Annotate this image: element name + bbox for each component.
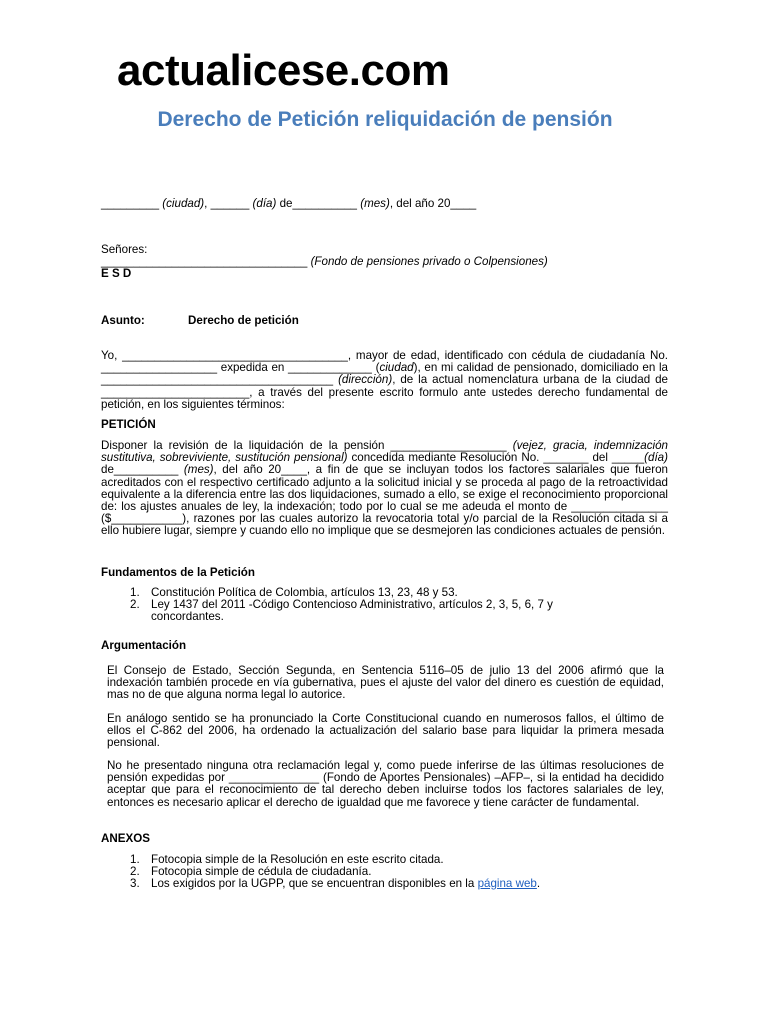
anexos-num-1: 1. [130, 853, 140, 866]
argumentacion-paragraph-2: En análogo sentido se ha pronunciado la Corte Constitucional cuando en numerosos fallos, el último de ellos el C-862 del 2006, ha ordenado la actualización del salario base para liquidar la primera mesada pensional. [107, 712, 664, 750]
argumentacion-heading: Argumentación [101, 639, 187, 652]
senores-label: Señores: [101, 243, 148, 256]
date-city: (ciudad) [162, 197, 205, 210]
document-title: Derecho de Petición reliquidación de pensión [157, 108, 613, 131]
date-de: de__________ [276, 197, 361, 210]
date-blank: _________ [101, 197, 160, 210]
intro-text-3: , de la actual nomenclatura urbana de la ciudad de _______________________, a través del presente escrito formulo ante ustedes derecho fundamental de petición, en los siguientes términos: [101, 373, 668, 411]
addressee-fund: (Fondo de pensiones privado o Colpensiones) [307, 255, 548, 268]
date-line [101, 198, 661, 210]
fundamentos-heading: Fundamentos de la Petición [101, 566, 255, 579]
anexos-item-3-text: Los exigidos por la UGPP, que se encuentran disponibles en la [151, 877, 478, 890]
fundamentos-num-2: 2. [130, 598, 140, 611]
date-comma: , ______ [204, 197, 250, 210]
peticion-text-4: , del año 20____, a fin de que se incluyan todos los factores salariales que fueron acreditados con el respectivo certificado adjunto a la solicitud inicial y se proceda al pago de la retroactividad equivalente a la diferencia entre las dos liquidaciones, sumado a ello, se exige el reconocimiento proporcional de: los ajustes anuales de ley, la indexación; todo por lo cual se me adeuda el monto de _______________ ($___________), razones por las cuales autorizo la revocatoria total y/o parcial de la Resolución citada si a ello hubiere lugar, siempre y cuando ello no implique que se desmejoren las condiciones actuales de pensión. [101, 463, 668, 538]
peticion-paragraph [101, 440, 668, 538]
fundamentos-item-2: Ley 1437 del 2011 -Código Contencioso Administrativo, artículos 2, 3, 5, 6, 7 y concordantes. [151, 598, 553, 624]
date-year: , del año 20____ [389, 197, 477, 210]
esd-label: E S D [101, 267, 132, 280]
peticion-types: (vejez, gracia, indemnización sustitutiva, sobreviviente, sustitución pensional) [101, 439, 668, 465]
pagina-web-link[interactable]: página web [477, 877, 537, 890]
intro-ciudad: ciudad [379, 361, 414, 375]
subject-value: Derecho de petición [188, 314, 299, 327]
argumentacion-paragraph-1: El Consejo de Estado, Sección Segunda, en Sentencia 5116–05 de julio 13 del 2006 afirmó que la indexación también procede en vía gubernativa, pues el ajuste del valor del dinero es cuestión de equidad, mas no de que alguna norma legal lo autorice. [107, 664, 664, 702]
anexos-heading: ANEXOS [101, 832, 150, 845]
peticion-mes: (mes) [183, 463, 214, 477]
peticion-heading: PETICIÓN [101, 418, 156, 431]
intro-text-2: ), en mi calidad de pensionado, domiciliado en la ____________________________________ [101, 361, 668, 387]
intro-direccion: (dirección) [338, 373, 393, 387]
anexos-num-3: 3. [130, 877, 140, 890]
argumentacion-paragraph-3: No he presentado ninguna otra reclamación legal y, como puede inferirse de las últimas resoluciones de pensión expedidas por ______________ (Fondo de Aportes Pensionales) –AFP–, si la entidad ha decidido aceptar que para el reconocimiento de tal derecho deben incluirse todos los factores salariales de ley, entonces es necesario aplicar el derecho de igualdad que me favorece y tiene carácter de fundamental. [107, 759, 664, 809]
anexos-num-2: 2. [130, 865, 140, 878]
site-logo: actualicese.com [117, 46, 450, 95]
peticion-dia: (día) [644, 451, 668, 465]
date-month: (mes) [360, 197, 390, 210]
peticion-text-2: concedida mediante Resolución No. _______ del _____ [347, 451, 645, 465]
fundamentos-item-1: Constitución Política de Colombia, artículos 13, 23, 48 y 53. [151, 586, 458, 599]
fundamentos-num-1: 1. [130, 586, 140, 599]
anexos-item-1: Fotocopia simple de la Resolución en este escrito citada. [151, 853, 444, 866]
anexos-item-3-after: . [536, 877, 541, 890]
anexos-item-3 [151, 878, 671, 890]
peticion-text-3: de__________ [101, 463, 184, 477]
addressee-blank: ________________________________ [101, 255, 308, 268]
intro-paragraph [101, 350, 668, 411]
intro-text-1: Yo, ___________________________________, mayor de edad, identificado con cédula de ciudadanía No. __________________ expedida en _____________ ( [101, 349, 668, 375]
subject-label: Asunto: [101, 314, 145, 327]
anexos-item-2: Fotocopia simple de cédula de ciudadanía. [151, 865, 372, 878]
addressee-line [101, 256, 661, 268]
peticion-text-1: Disponer la revisión de la liquidación de la pensión __________________ [101, 439, 513, 452]
date-day: (día) [252, 197, 277, 210]
